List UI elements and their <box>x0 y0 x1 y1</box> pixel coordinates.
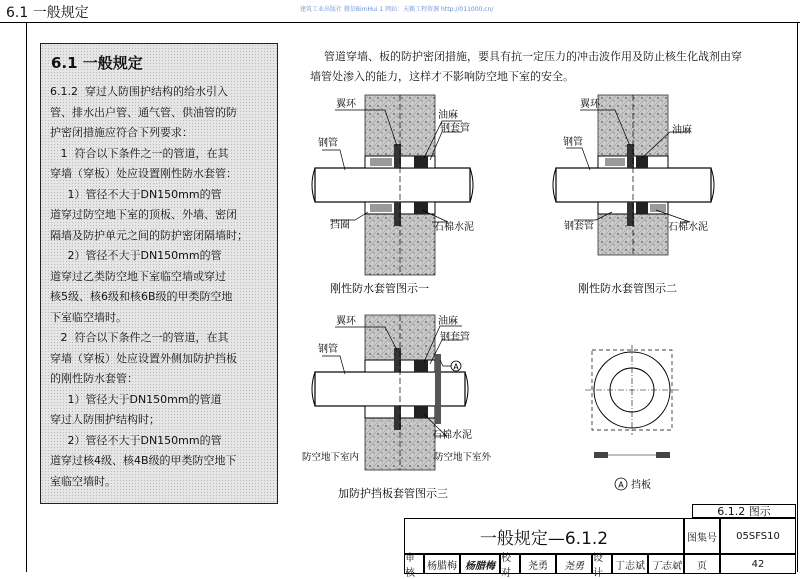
panel-line: 2）管径不大于DN150mm的管 <box>50 433 222 447</box>
label-pipe: 钢管 <box>563 137 583 148</box>
panel-line: 护密闭措施应符合下列要求： <box>50 126 193 139</box>
figure-2-title: 刚性防水套管图示二 <box>578 282 677 295</box>
intro-line: 管道穿墙、板的防护密闭措施，要具有抗一定压力的冲击波作用及防止核生化战剂由穿 <box>310 50 742 63</box>
label-sleeve: 钢套管 <box>564 221 594 232</box>
label-sleeve: 钢套管 <box>440 332 470 343</box>
figure-1 <box>312 95 474 295</box>
label-inside: 防空地下室内 <box>302 452 360 463</box>
panel-line: 道穿过核4级、核4B级的甲类防空地下 <box>50 454 237 467</box>
oakum-bottom <box>636 202 648 214</box>
designer-name: 丁志斌 <box>612 554 648 574</box>
checker-name: 尧勇 <box>520 554 556 574</box>
figure-tag: 6.1.2 图示 <box>692 504 796 518</box>
cement-fill <box>605 158 625 166</box>
callout-a-label: A <box>618 480 624 490</box>
reviewer-name: 杨腊梅 <box>424 554 460 574</box>
label-oakum: 油麻 <box>438 316 458 327</box>
label-ring: 翼环 <box>336 316 356 327</box>
plate-section-left <box>594 452 608 458</box>
panel-line: 穿过人防围护结构时； <box>50 413 160 426</box>
label-pipe: 钢管 <box>318 344 338 355</box>
panel-heading: 6.1 一般规定 <box>51 54 143 72</box>
steel-pipe <box>315 372 465 406</box>
figure-2 <box>553 95 714 295</box>
figure-1-title: 刚性防水套管图示一 <box>330 282 429 295</box>
figure-3 <box>302 314 492 500</box>
label-oakum: 油麻 <box>438 110 458 121</box>
label-cement: 石棉水泥 <box>434 222 474 233</box>
label-ring: 翼环 <box>336 99 356 110</box>
atlas-number: 05SFS10 <box>720 518 796 554</box>
steel-pipe <box>315 168 470 202</box>
design-label: 设计 <box>592 554 612 574</box>
protective-plate <box>435 354 441 424</box>
label-sleeve: 钢套管 <box>440 123 470 134</box>
watermark: 建筑工业出版社 微信BimHui 1 网站：天籁工程资源 http://011000.cn/ <box>300 6 494 13</box>
panel-line: 管、排水出户管、通气管、供油管的防 <box>50 105 237 119</box>
panel-line: 道穿过乙类防空地下室临空墙或穿过 <box>50 269 226 283</box>
panel-line: 穿墙（穿板）处应设置刚性防水套管： <box>50 167 237 180</box>
flange-ring-top <box>394 144 401 168</box>
page-label: 页 <box>684 554 720 574</box>
cement-fill <box>370 158 392 166</box>
label-ring: 翼环 <box>580 99 600 110</box>
designer-signature: 丁志斌 <box>648 554 684 574</box>
checker-signature: 尧勇 <box>556 554 592 574</box>
label-cement: 石棉水泥 <box>668 222 708 233</box>
oakum-top <box>414 156 428 168</box>
panel-line: 下室临空墙时。 <box>50 310 127 324</box>
label-pipe: 钢管 <box>318 138 338 149</box>
page-number: 42 <box>720 554 796 574</box>
reviewer-signature: 杨腊梅 <box>460 554 500 574</box>
label-oakum: 油麻 <box>672 125 692 136</box>
figure-3-title: 加防护挡板套管图示三 <box>338 487 448 500</box>
check-label: 校对 <box>500 554 520 574</box>
label-retainer: 挡圈 <box>330 220 350 231</box>
title-main: 一般规定—6.1.2 <box>404 518 684 554</box>
title-block <box>404 504 796 579</box>
panel-line: 道穿过防空地下室的顶板、外墙、密闭 <box>50 208 237 221</box>
figure-4 <box>585 345 680 491</box>
panel-line: 穿墙（穿板）处应设置外侧加防护挡板 <box>50 351 237 365</box>
panel-line: 的刚性防水套管： <box>50 372 138 385</box>
plate-section-right <box>656 452 670 458</box>
intro-line: 墙管处渗入的能力，这样才不影响防空地下室的安全。 <box>310 70 574 83</box>
flange-ring-top <box>627 144 634 168</box>
callout-a-label: A <box>453 362 459 372</box>
panel-line: 隔墙及防护单元之间的防护密闭隔墙时； <box>50 228 248 242</box>
panel-line: 2 符合以下条件之一的管道，在其 <box>50 331 229 344</box>
label-cement: 石棉水泥 <box>432 430 472 441</box>
panel-line: 1 符合以下条件之一的管道，在其 <box>50 146 229 160</box>
panel-line: 1）管径大于DN150mm的管道 <box>50 392 222 406</box>
steel-pipe <box>556 168 711 202</box>
review-label: 审核 <box>404 554 424 574</box>
panel-line: 核5级、核6级和核6B级的甲类防空地 <box>50 290 233 303</box>
cement-fill <box>370 204 392 212</box>
label-outside: 防空地下室外 <box>434 452 492 463</box>
section-title: 6.1 一般规定 <box>6 5 89 21</box>
oakum-top <box>414 360 428 372</box>
oakum-bottom <box>414 202 428 214</box>
atlas-label: 图集号 <box>684 518 720 554</box>
panel-line: 1）管径不大于DN150mm的管 <box>50 187 222 201</box>
panel-line: 2）管径不大于DN150mm的管 <box>50 249 222 262</box>
panel-line: 6.1.2 穿过人防围护结构的给水引入 <box>50 85 228 98</box>
figure-4-title: 挡板 <box>631 480 651 491</box>
panel-line: 室临空墙时。 <box>50 474 116 488</box>
